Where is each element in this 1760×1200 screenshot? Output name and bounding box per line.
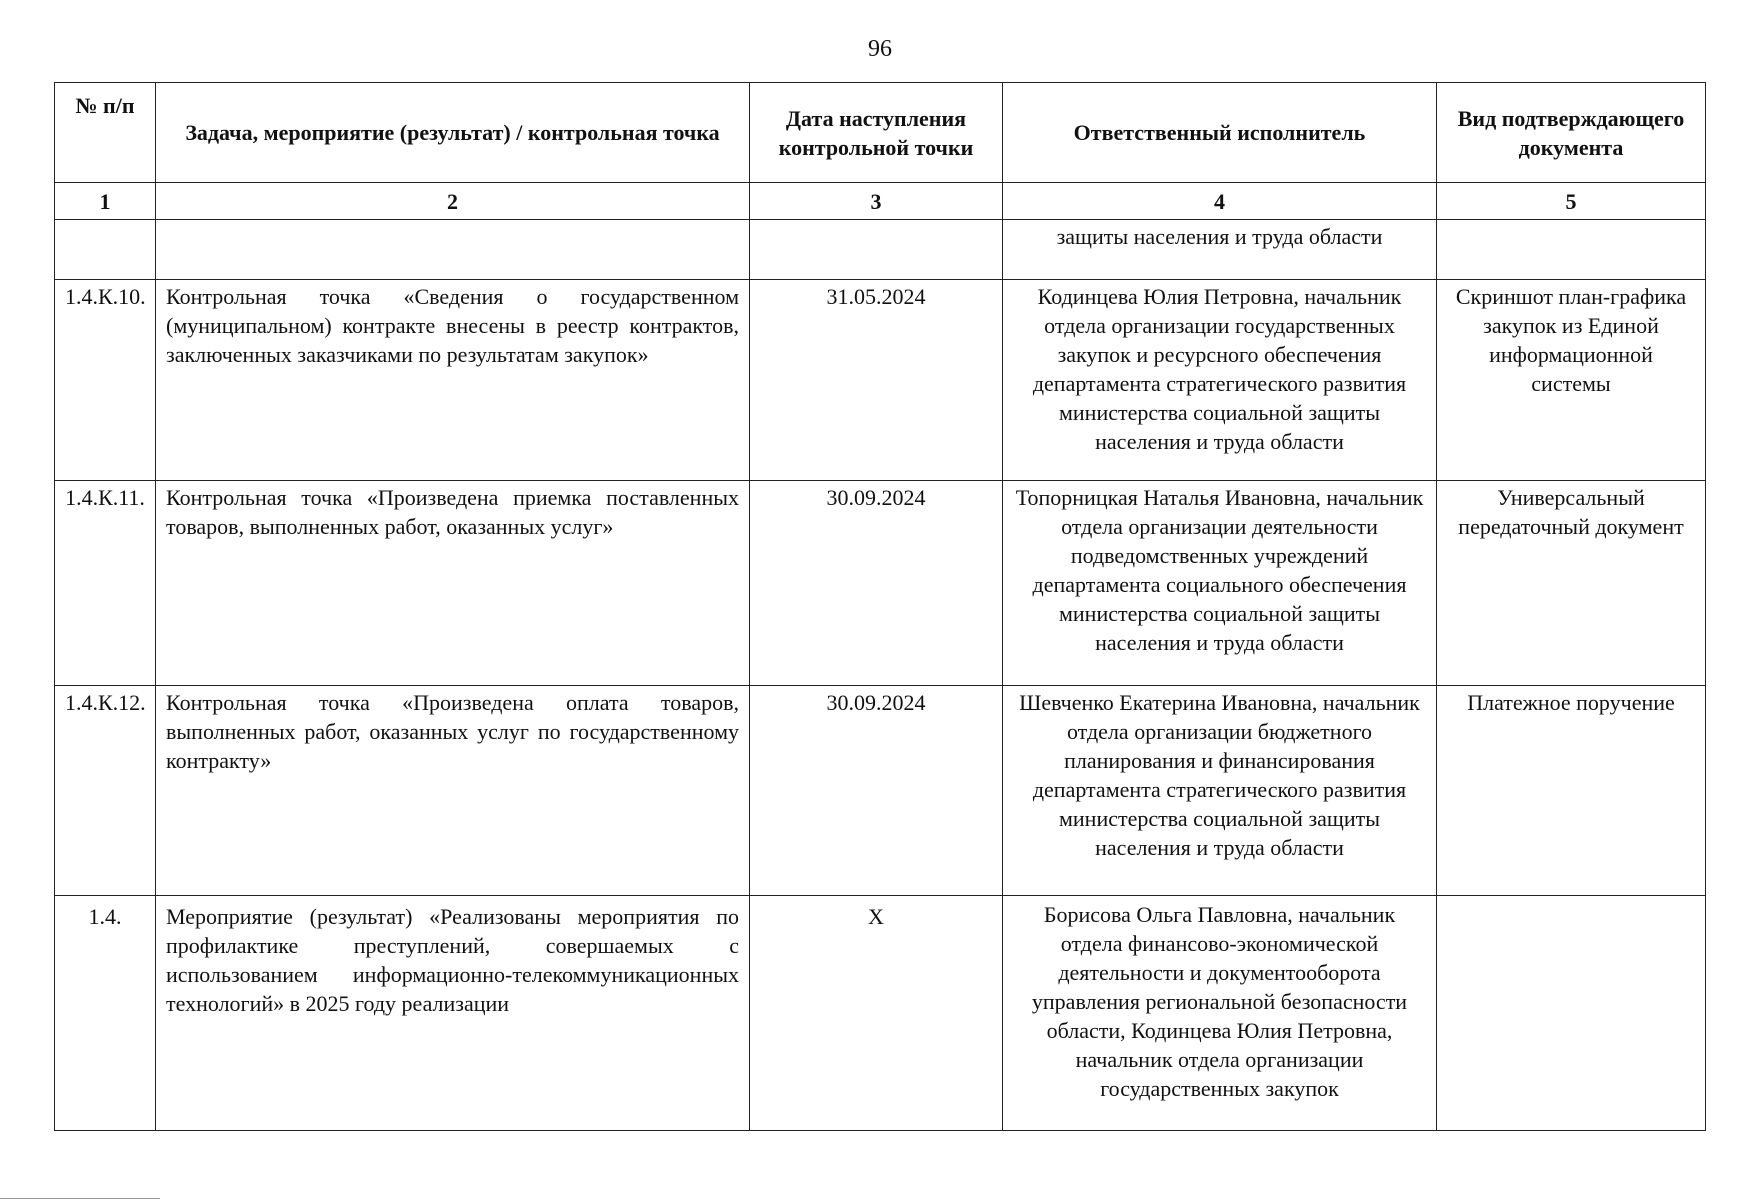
page-number: 96: [868, 36, 892, 62]
cell-doc: Платежное поручение: [1437, 686, 1706, 896]
column-number: 4: [1003, 183, 1437, 220]
cell-num: 1.4.К.10.: [55, 280, 156, 481]
column-numbers-row: [55, 183, 1706, 220]
cell-num: [55, 220, 156, 280]
cell-task: Контрольная точка «Произведена приемка поставленных товаров, выполненных работ, оказанных услуг»: [156, 481, 750, 686]
cell-task: Контрольная точка «Произведена оплата товаров, выполненных работ, оказанных услуг по государственному контракту»: [156, 686, 750, 896]
table-row: [55, 686, 1706, 896]
cell-date: 30.09.2024: [750, 686, 1003, 896]
cell-task: Мероприятие (результат) «Реализованы мероприятия по профилактике преступлений, совершаемых с использованием информационно-телекоммуникационных технологий» в 2025 году реализации: [156, 896, 750, 1131]
cell-task: [156, 220, 750, 280]
cell-date: Х: [750, 896, 1003, 1131]
cell-doc: Универсальный передаточный документ: [1437, 481, 1706, 686]
cell-doc: Скриншот план-графика закупок из Единой информационной системы: [1437, 280, 1706, 481]
table-header-row: [55, 83, 1706, 183]
cell-doc: [1437, 220, 1706, 280]
continuation-row: [55, 220, 1706, 280]
cell-date: 31.05.2024: [750, 280, 1003, 481]
header-responsible: Ответственный исполнитель: [1003, 83, 1437, 183]
table-row: [55, 280, 1706, 481]
column-number: 2: [156, 183, 750, 220]
cell-num: 1.4.: [55, 896, 156, 1131]
cell-date: [750, 220, 1003, 280]
cell-task: Контрольная точка «Сведения о государственном (муниципальном) контракте внесены в реестр контрактов, заключенных заказчиками по результатам закупок»: [156, 280, 750, 481]
column-number: 1: [55, 183, 156, 220]
cell-num: 1.4.К.11.: [55, 481, 156, 686]
column-number: 3: [750, 183, 1003, 220]
cell-responsible: защиты населения и труда области: [1003, 220, 1437, 280]
table-row: [55, 481, 1706, 686]
header-task: Задача, мероприятие (результат) / контрольная точка: [156, 83, 750, 183]
header-num: № п/п: [55, 83, 156, 183]
cell-responsible: Шевченко Екатерина Ивановна, начальник отдела организации бюджетного планирования и финансирования департамента стратегического развития министерства социальной защиты населения и труда области: [1003, 686, 1437, 896]
table-row: [55, 896, 1706, 1131]
cell-responsible: Борисова Ольга Павловна, начальник отдела финансово-экономической деятельности и документооборота управления региональной безопасности области, Кодинцева Юлия Петровна, начальник отдела организации государственных закупок: [1003, 896, 1437, 1131]
cell-responsible: Топорницкая Наталья Ивановна, начальник отдела организации деятельности подведомственных учреждений департамента социального обеспечения министерства социальной защиты населения и труда области: [1003, 481, 1437, 686]
cell-doc: [1437, 896, 1706, 1131]
footer-rule: [0, 1198, 160, 1199]
cell-date: 30.09.2024: [750, 481, 1003, 686]
cell-num: 1.4.К.12.: [55, 686, 156, 896]
header-date: Дата наступления контрольной точки: [750, 83, 1003, 183]
cell-responsible: Кодинцева Юлия Петровна, начальник отдела организации государственных закупок и ресурсного обеспечения департамента стратегического развития министерства социальной защиты населения и труда области: [1003, 280, 1437, 481]
column-number: 5: [1437, 183, 1706, 220]
control-points-table: [54, 82, 1706, 1131]
header-doc: Вид подтверждающего документа: [1437, 83, 1706, 183]
